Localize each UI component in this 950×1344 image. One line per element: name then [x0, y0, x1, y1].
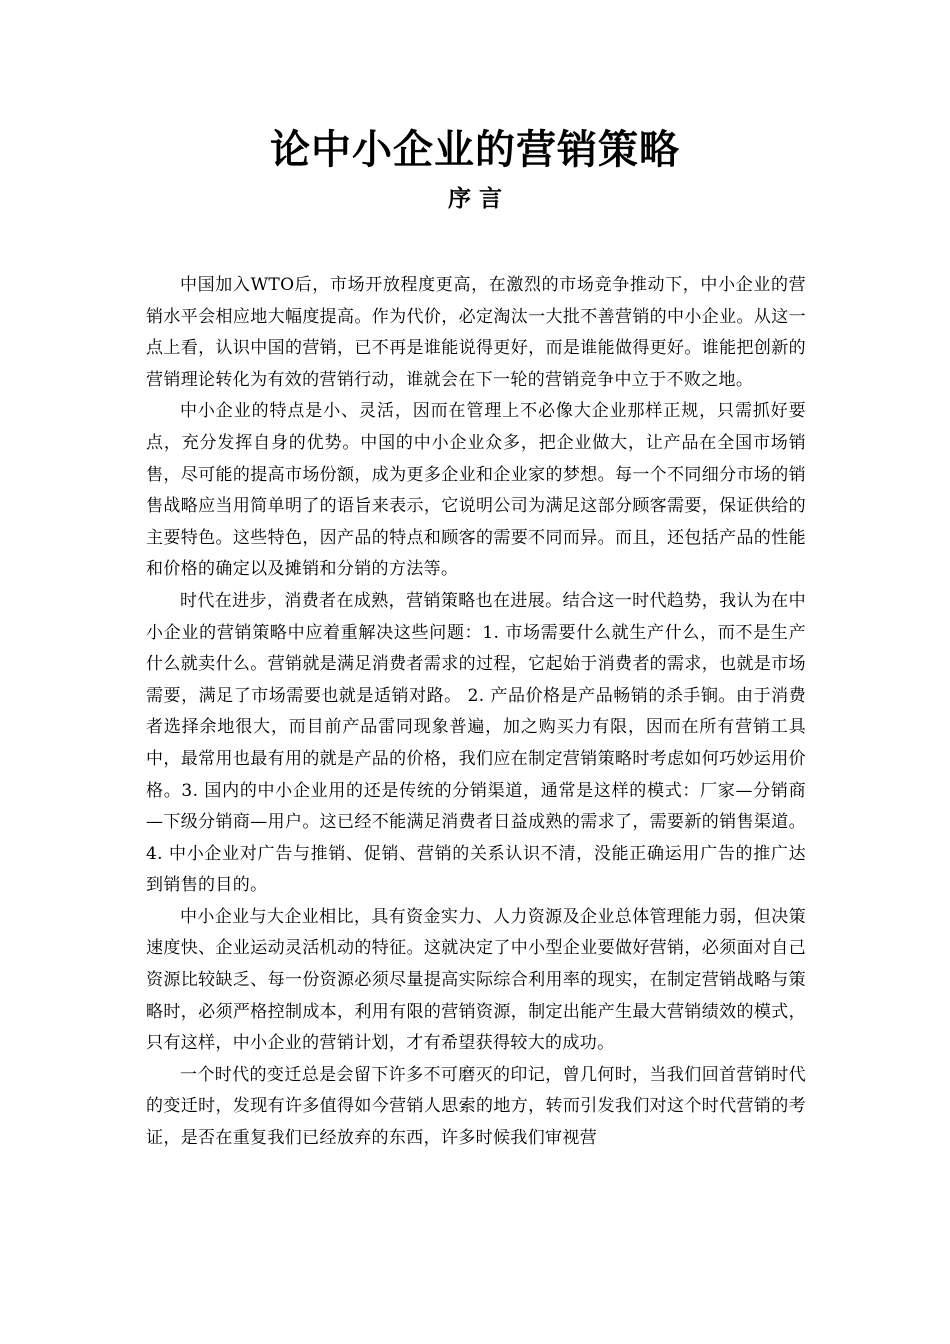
paragraph-2: 中小企业的特点是小、灵活，因而在管理上不必像大企业那样正规，只需抓好要点，充分发挥自身的优势。中国的中小企业众多，把企业做大，让产品在全国市场销售，尽可能的提高市场份额，成为更多企业和企业家的梦想。每一个不同细分市场的销售战略应当用简单明了的语旨来表示，它说明公司为满足这部分顾客需要，保证供给的主要特色。这些特色，因产品的特点和顾客的需要不同而异。而且，还包括产品的性能和价格的确定以及摊销和分销的方法等。	[146, 401, 806, 580]
paragraph-3: 时代在进步，消费者在成熟，营销策略也在进展。结合这一时代趋势，我认为在中小企业的营销策略中应着重解决这些问题：1. 市场需要什么就生产什么，而不是生产什么就卖什么。营销就是满足消费者需求的过程，它起始于消费者的需求，也就是市场需要，满足了市场需要也就是适销对路。 2. 产品价格是产品畅销的杀手锏。由于消费者选择余地很大，而目前产品雷同现象普遍，加之购买力有限，因而在所有营销工具中，最常用也最有用的就是产品的价格，我们应在制定营销策略时考虑如何巧妙运用价格。3. 国内的中小企业用的还是传统的分销渠道，通常是这样的模式：厂家—分销商—下级分销商—用户。这已经不能满足消费者日益成熟的需求了，需要新的销售渠道。4. 中小企业对广告与推销、促销、营销的关系认识不清，没能正确运用广告的推广达到销售的目的。	[146, 590, 806, 896]
paragraph-4: 中小企业与大企业相比，具有资金实力、人力资源及企业总体管理能力弱，但决策速度快、企业运动灵活机动的特征。这就决定了中小型企业要做好营销，必须面对自己资源比较缺乏、每一份资源必须尽量提高实际综合利用率的现实，在制定营销战略与策略时，必须严格控制成本，利用有限的营销资源，制定出能产生最大营销绩效的模式，只有这样，中小企业的营销计划，才有希望获得较大的成功。	[146, 906, 806, 1054]
document-body	[146, 270, 806, 1155]
paragraph-5: 一个时代的变迁总是会留下许多不可磨灭的印记，曾几何时，当我们回首营销时代的变迁时，发现有许多值得如今营销人思索的地方，转而引发我们对这个时代营销的考证，是否在重复我们已经放弃的东西，许多时候我们审视营	[146, 1064, 806, 1149]
paragraph-1: 中国加入WTO后，市场开放程度更高，在激烈的市场竞争推动下，中小企业的营销水平会相应地大幅度提高。作为代价，必定淘汰一大批不善营销的中小企业。从这一点上看，认识中国的营销，已不再是谁能说得更好，而是谁能做得更好。谁能把创新的营销理论转化为有效的营销行动，谁就会在下一轮的营销竞争中立于不败之地。	[146, 275, 806, 390]
section-heading: 序 言	[447, 186, 502, 212]
document-title: 论中小企业的营销策略	[270, 127, 680, 173]
